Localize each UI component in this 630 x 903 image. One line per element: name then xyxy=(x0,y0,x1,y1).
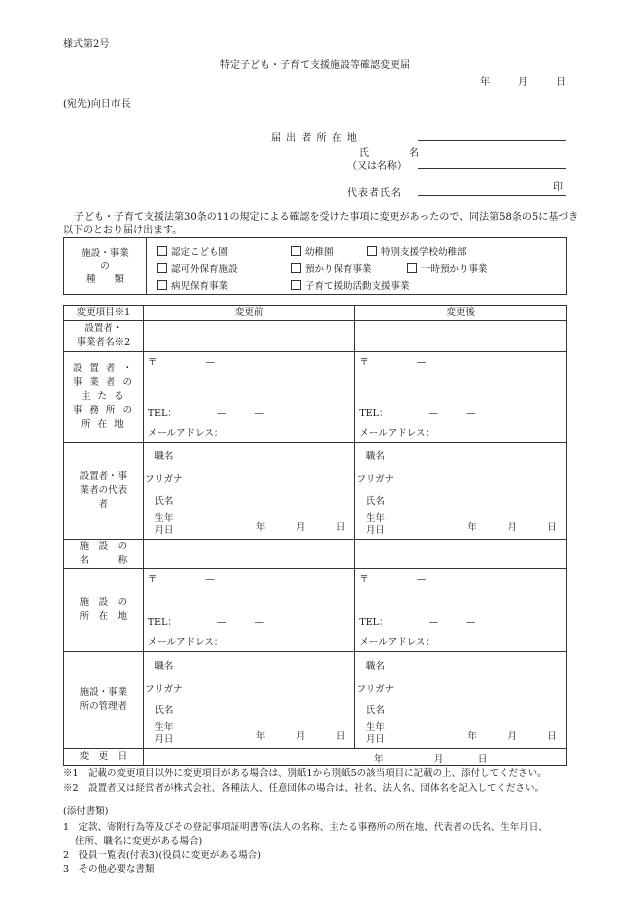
facility-name-before[interactable] xyxy=(143,540,355,569)
postal-cell[interactable]: 〒 — xyxy=(147,357,215,368)
checkbox-icon[interactable] xyxy=(157,246,167,256)
facility-kind-label-3: 種 類 xyxy=(85,273,124,285)
checkbox-icon[interactable] xyxy=(291,263,301,273)
date-year: 年 xyxy=(480,77,490,88)
postal-mark: 〒 xyxy=(359,574,369,585)
row-facility-location-label: 施 設 の 所 在 地 xyxy=(64,569,144,652)
representative-after[interactable] xyxy=(355,443,567,540)
option-ninkagai[interactable]: 認可外保育施設 xyxy=(157,261,238,275)
facility-name-after[interactable] xyxy=(355,540,567,569)
kana-value[interactable] xyxy=(395,678,566,698)
rep-name-line[interactable] xyxy=(418,195,566,196)
name-value[interactable] xyxy=(184,698,355,720)
manager-before[interactable] xyxy=(143,652,355,749)
name-value[interactable] xyxy=(184,489,355,511)
attachment-1: 1 定款、寄附行為等及びその登記事項証明書等(法人の名称、主たる事務所の所在地、代表者の氏名、生年月日、 xyxy=(63,822,548,833)
option-youchien[interactable]: 幼稚園 xyxy=(291,244,334,258)
birth-value[interactable]: 年 月 日 xyxy=(467,731,557,742)
option-byouji-hoiku[interactable]: 病児保育事業 xyxy=(157,278,228,292)
kana-value[interactable] xyxy=(184,467,355,489)
note-2: ※2 設置者又は経営者が株式会社、各種法人、任意団体の場合は、社名、法人名、団体名を記入してください。 xyxy=(63,783,545,794)
applicant-address-line[interactable] xyxy=(418,140,566,141)
tel-cell[interactable]: TEL： — — xyxy=(359,617,476,628)
birth-label: 生年 月日 xyxy=(154,722,174,745)
checkbox-icon[interactable] xyxy=(291,280,301,290)
name-label: 氏名 xyxy=(365,705,385,716)
manager-after[interactable] xyxy=(355,652,567,749)
facility-kind-table xyxy=(63,237,567,295)
tel-cell[interactable]: TEL： — — xyxy=(359,408,476,419)
operator-name-after[interactable] xyxy=(355,321,567,352)
facility-kind-label-1: 施設・事業 xyxy=(81,247,129,259)
applicant-name-sub-label: （又は名称） xyxy=(347,161,407,172)
row-office-address-label: 設 置 者 ・ 事 業 者 の 主 た る 事 務 所 の 所 在 地 xyxy=(64,352,144,443)
col-item-header: 変更項目※1 xyxy=(64,306,144,321)
checkbox-icon[interactable] xyxy=(157,280,167,290)
birth-label: 生年 月日 xyxy=(365,722,385,745)
option-tokubetsu-shien[interactable]: 特別支援学校幼稚部 xyxy=(367,244,467,258)
kana-value[interactable] xyxy=(184,678,355,698)
applicant-address-label: 届 出 者 所 在 地 xyxy=(271,133,358,144)
row-representative-label: 設置者・事 業者の代表 者 xyxy=(64,443,144,540)
postal-cell[interactable]: 〒 — xyxy=(147,574,215,585)
name-label: 氏名 xyxy=(154,705,174,716)
job-label: 職名 xyxy=(154,661,174,672)
applicant-name-label: 氏 名 xyxy=(359,148,419,159)
birth-value[interactable]: 年 月 日 xyxy=(255,522,346,533)
change-date-value[interactable]: 年 月 日 xyxy=(143,749,566,766)
tel-cell[interactable]: TEL： — — xyxy=(147,408,264,419)
kana-label: フリガナ xyxy=(145,474,183,485)
name-label: 氏名 xyxy=(154,496,174,507)
facility-kind-label-2: の xyxy=(100,260,110,272)
row-change-date-label: 変 更 日 xyxy=(64,749,144,766)
kana-label: フリガナ xyxy=(356,684,395,695)
attachment-2: 2 役員一覧表(付表3)(役員に変更がある場合) xyxy=(63,850,261,861)
job-label: 職名 xyxy=(154,451,174,462)
facility-location-after[interactable] xyxy=(355,569,567,652)
kana-label: フリガナ xyxy=(145,684,183,695)
mail-cell[interactable]: メールアドレス： xyxy=(147,428,224,439)
page-title: 特定子ども・子育て支援施設等確認変更届 xyxy=(220,60,410,71)
postal-cell[interactable]: 〒 — xyxy=(359,574,427,585)
checkbox-icon[interactable] xyxy=(407,263,417,273)
job-value[interactable] xyxy=(184,443,355,467)
col-after-header: 変更後 xyxy=(355,306,567,321)
seal-mark: 印 xyxy=(553,182,563,193)
job-label: 職名 xyxy=(365,451,385,462)
rep-name-label: 代表者氏名 xyxy=(347,188,402,199)
birth-value[interactable]: 年 月 日 xyxy=(467,522,557,533)
applicant-name-line[interactable] xyxy=(418,168,566,169)
checkbox-icon[interactable] xyxy=(367,246,377,256)
checkbox-icon[interactable] xyxy=(291,246,301,256)
representative-before[interactable] xyxy=(143,443,355,540)
birth-value[interactable]: 年 月 日 xyxy=(255,731,346,742)
row-manager-label: 施設・事業 所の管理者 xyxy=(64,652,144,749)
checkbox-icon[interactable] xyxy=(157,263,167,273)
name-label: 氏名 xyxy=(365,496,385,507)
facility-location-before[interactable] xyxy=(143,569,355,652)
row-facility-name-label: 施 設 の 名 称 xyxy=(64,540,144,569)
option-ichiji-azukari[interactable]: 一時預かり事業 xyxy=(407,261,488,275)
birth-label: 生年 月日 xyxy=(154,513,174,536)
change-table xyxy=(63,305,567,766)
date-month: 月 xyxy=(518,77,528,88)
job-value[interactable] xyxy=(395,652,566,678)
tel-cell[interactable]: TEL： — — xyxy=(147,617,264,628)
addressee: (宛先)向日市長 xyxy=(63,99,131,110)
intro-text-2: 以下のとおり届け出ます。 xyxy=(63,225,183,236)
postal-cell[interactable]: 〒 — xyxy=(359,357,427,368)
name-value[interactable] xyxy=(395,489,566,511)
facility-kind-label xyxy=(64,238,147,295)
kana-value[interactable] xyxy=(395,467,566,489)
mail-cell[interactable]: メールアドレス： xyxy=(359,428,435,439)
job-label: 職名 xyxy=(365,661,385,672)
office-address-after[interactable] xyxy=(355,352,567,443)
facility-kind-options xyxy=(147,238,567,295)
attachment-1-cont: 住所、職名に変更がある場合) xyxy=(75,836,203,847)
operator-name-before[interactable] xyxy=(143,321,355,352)
kana-label: フリガナ xyxy=(356,474,395,485)
col-before-header: 変更前 xyxy=(143,306,355,321)
job-value[interactable] xyxy=(184,652,355,678)
mail-cell[interactable]: メールアドレス： xyxy=(147,637,224,648)
birth-label: 生年 月日 xyxy=(365,513,385,536)
option-nintei-kodomoen[interactable]: 認定こども園 xyxy=(157,244,228,258)
name-value[interactable] xyxy=(395,698,566,720)
postal-mark: 〒 xyxy=(359,357,369,368)
intro-text-1: 子ども・子育て支援法第30条の11の規定による確認を受けた事項に変更があったので、同法第58条の5に基づき xyxy=(74,212,579,223)
row-operator-name-label: 設置者・ 事業者名※2 xyxy=(64,321,144,352)
mail-cell[interactable]: メールアドレス： xyxy=(359,637,435,648)
date-day: 日 xyxy=(556,77,566,88)
postal-mark: 〒 xyxy=(147,574,158,585)
attachments-title: (添付書類) xyxy=(63,806,109,817)
option-kosodate-enjo[interactable]: 子育て援助活動支援事業 xyxy=(291,278,410,292)
postal-mark: 〒 xyxy=(147,357,158,368)
office-address-before[interactable] xyxy=(143,352,355,443)
option-azukari-hoiku[interactable]: 預かり保育事業 xyxy=(291,261,372,275)
note-1: ※1 記載の変更項目以外に変更項目がある場合は、別紙1から別紙5の該当項目に記載の上、添付してください。 xyxy=(63,768,547,779)
job-value[interactable] xyxy=(395,443,566,467)
form-number: 様式第2号 xyxy=(63,39,110,50)
attachment-3: 3 その他必要な書類 xyxy=(63,864,155,875)
